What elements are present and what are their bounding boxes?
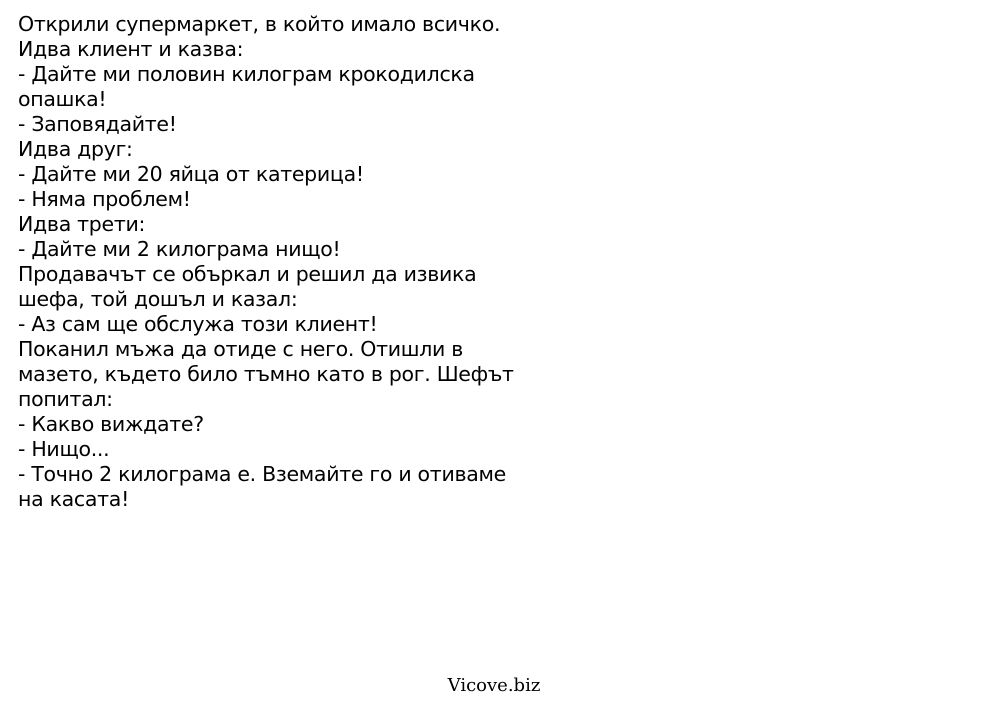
joke-line: - Какво виждате? xyxy=(18,412,204,436)
joke-line: Идва трети: xyxy=(18,212,146,236)
joke-line: Открили супермаркет, в който имало всичко. xyxy=(18,12,501,36)
joke-line: Идва друг: xyxy=(18,137,133,161)
joke-line: на касата! xyxy=(18,487,129,511)
joke-line: попитал: xyxy=(18,387,113,411)
joke-text xyxy=(18,12,578,512)
joke-line: - Заповядайте! xyxy=(18,112,177,136)
joke-line: - Нищо... xyxy=(18,437,110,461)
joke-line: - Точно 2 килограма е. Вземайте го и отиваме xyxy=(18,462,506,486)
joke-line: Поканил мъжа да отиде с него. Отишли в xyxy=(18,337,464,361)
joke-line: - Дайте ми половин килограм крокодилска xyxy=(18,62,475,86)
joke-line: - Няма проблем! xyxy=(18,187,191,211)
joke-line: Идва клиент и казва: xyxy=(18,37,244,61)
joke-line: мазето, където било тъмно като в рог. Шефът xyxy=(18,362,514,386)
joke-line: шефа, той дошъл и казал: xyxy=(18,287,298,311)
joke-line: - Дайте ми 20 яйца от катерица! xyxy=(18,162,364,186)
joke-line: - Аз сам ще обслужа този клиент! xyxy=(18,312,378,336)
site-watermark: Vicove.biz xyxy=(447,675,541,696)
joke-line: Продавачът се объркал и решил да извика xyxy=(18,262,477,286)
joke-line: - Дайте ми 2 килограма нищо! xyxy=(18,237,341,261)
joke-line: опашка! xyxy=(18,87,107,111)
